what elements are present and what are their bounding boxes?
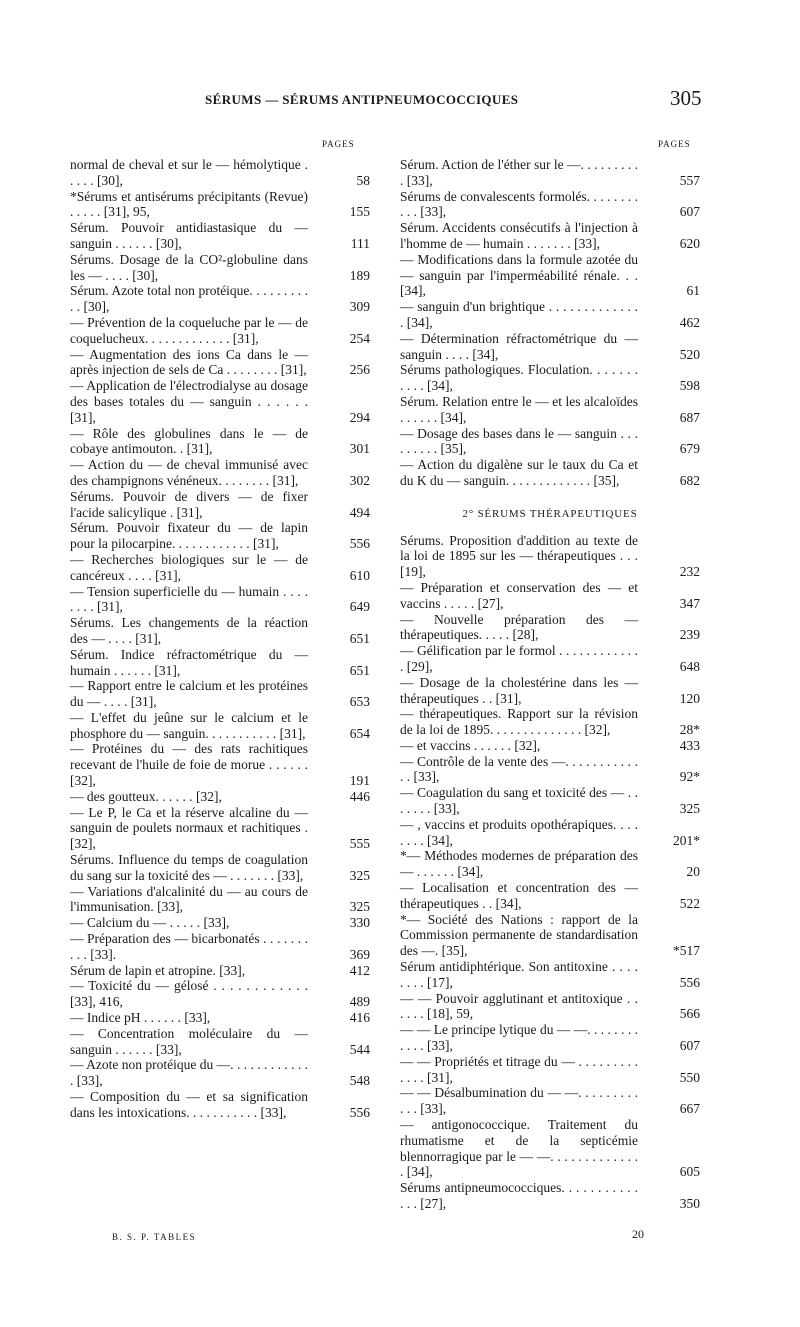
index-entry bbox=[70, 220, 370, 252]
entry-text: — thérapeutiques. Rapport sur la révision de la loi de 1895. . . . . . . . . . . . . . [32], bbox=[400, 706, 638, 738]
index-entry bbox=[70, 978, 370, 1010]
entry-page-number: 416 bbox=[349, 1010, 370, 1026]
entry-text: — Variations d'alcalinité du — au cours de l'immunisation. [33], bbox=[70, 883, 308, 915]
index-entry bbox=[70, 520, 370, 552]
index-entry bbox=[70, 884, 370, 916]
entry-page-number: 651 bbox=[349, 662, 370, 678]
entry-page-number: 548 bbox=[349, 1073, 370, 1089]
entry-page-number: 239 bbox=[679, 627, 700, 643]
entry-text: — Action du digalène sur le taux du Ca et du K du — sanguin. . . . . . . . . . . . . [35], bbox=[400, 457, 638, 488]
entry-page-number: *517 bbox=[673, 943, 700, 959]
index-entry bbox=[70, 789, 370, 805]
right-index-column bbox=[400, 157, 700, 1212]
entry-page-number: 556 bbox=[679, 974, 700, 990]
entry-text: — Prévention de la coqueluche par le — de coquelucheux. . . . . . . . . . . . . [31], bbox=[70, 314, 308, 346]
entry-text: Sérum de lapin et atropine. [33], bbox=[70, 962, 246, 978]
entry-text: — Dosage de la cholestérine dans les — thérapeutiques . . [31], bbox=[400, 674, 638, 706]
entry-page-number: 294 bbox=[349, 409, 370, 425]
entry-page-number: 412 bbox=[349, 962, 370, 978]
index-entry bbox=[70, 931, 370, 963]
entry-page-number: 433 bbox=[679, 737, 700, 753]
entry-page-number: 92* bbox=[679, 769, 700, 785]
index-entry bbox=[70, 615, 370, 647]
index-entry bbox=[70, 852, 370, 884]
running-title: SÉRUMS — SÉRUMS ANTIPNEUMOCOCCIQUES bbox=[205, 92, 519, 107]
entry-text: Sérums. Influence du temps de coagulation du sang sur la toxicité des — . . . . . . . [33], bbox=[70, 852, 308, 883]
entry-text: — Concentration moléculaire du — sanguin . . . . . . [33], bbox=[70, 1025, 308, 1057]
entry-page-number: 325 bbox=[349, 867, 370, 883]
entry-text: Sérums antipneumococciques. . . . . . . . . . . . . . [27], bbox=[400, 1180, 638, 1211]
entry-page-number: 679 bbox=[679, 441, 700, 457]
entry-page-number: 555 bbox=[349, 836, 370, 852]
index-entry bbox=[70, 584, 370, 616]
entry-text: Sérums. Pouvoir de divers — de fixer l'acide salicylique . [31], bbox=[70, 488, 308, 520]
index-entry bbox=[70, 426, 370, 458]
index-entry bbox=[70, 710, 370, 742]
entry-page-number: 550 bbox=[679, 1069, 700, 1085]
entry-page-number: 301 bbox=[349, 441, 370, 457]
entry-text: — Gélification par le formol . . . . . . . . . . . . . [29], bbox=[400, 643, 638, 674]
entry-text: — Indice pH . . . . . . [33], bbox=[70, 1010, 211, 1026]
entry-text: — Application de l'électrodialyse au dosage des bases totales du — sanguin . . . . . . [31], bbox=[70, 378, 308, 425]
right-entries-therapeutic bbox=[400, 533, 700, 1212]
index-entry bbox=[400, 533, 700, 580]
index-entry bbox=[400, 252, 700, 299]
entry-text: — Protéines du — des rats rachitiques recevant de l'huile de foie de morue . . . . . . [32], bbox=[70, 741, 308, 789]
entry-text: — Tension superficielle du — humain . . . . . . . . [31], bbox=[70, 583, 308, 615]
entry-page-number: 648 bbox=[679, 658, 700, 674]
entry-page-number: 191 bbox=[349, 773, 370, 789]
left-index-column bbox=[70, 157, 370, 1121]
entry-text: — — Pouvoir agglutinant et antitoxique . . . . . . [18], 59, bbox=[400, 990, 638, 1022]
entry-page-number: 544 bbox=[349, 1041, 370, 1057]
entry-text: Sérums de convalescents formolés. . . . . . . . . . . [33], bbox=[400, 188, 638, 220]
entry-text: — Rôle des globulines dans le — de cobaye antimouton. . [31], bbox=[70, 425, 308, 457]
entry-text: — Modifications dans la formule azotée du — sanguin par l'imperméabilité rénale. . . [34], bbox=[400, 251, 638, 299]
entry-text: — Préparation des — bicarbonatés . . . . . . . . . . [33]. bbox=[70, 931, 308, 962]
index-entry bbox=[70, 378, 370, 425]
entry-page-number: 462 bbox=[679, 314, 700, 330]
entry-text: Sérums. Les changements de la réaction des — . . . . [31], bbox=[70, 615, 308, 646]
entry-text: — — Désalbumination du — —. . . . . . . . . . . . [33], bbox=[400, 1085, 638, 1117]
index-entry bbox=[400, 1180, 700, 1212]
entry-text: Sérum. Azote total non protéique. . . . . . . . . . . [30], bbox=[70, 283, 308, 315]
entry-page-number: 256 bbox=[349, 362, 370, 378]
entry-page-number: 654 bbox=[349, 725, 370, 741]
index-entry bbox=[400, 1117, 700, 1180]
entry-page-number: 58 bbox=[356, 172, 370, 188]
entry-text: — , vaccins et produits opothérapiques. . . . . . . . [34], bbox=[400, 816, 638, 848]
entry-text: Sérum antidiphtérique. Son antitoxine . . . . . . . . [17], bbox=[400, 959, 638, 990]
entry-page-number: 189 bbox=[349, 267, 370, 283]
entry-text: — Calcium du — . . . . . [33], bbox=[70, 915, 230, 931]
entry-page-number: 489 bbox=[349, 994, 370, 1010]
entry-text: normal de cheval et sur le — hémolytique . . . . . [30], bbox=[70, 157, 308, 188]
entry-text: — L'effet du jeûne sur le calcium et le phosphore du — sanguin. . . . . . . . . . . [31], bbox=[70, 709, 308, 741]
entry-page-number: 653 bbox=[349, 694, 370, 710]
entry-text: Sérums. Proposition d'addition au texte de la loi de 1895 sur les — thérapeutiques . . . [19], bbox=[400, 532, 638, 580]
index-entry bbox=[70, 647, 370, 679]
entry-page-number: 610 bbox=[349, 567, 370, 583]
entry-page-number: 309 bbox=[349, 299, 370, 315]
index-entry bbox=[400, 394, 700, 426]
index-entry bbox=[400, 331, 700, 363]
running-header bbox=[0, 86, 800, 114]
index-entry bbox=[400, 643, 700, 675]
entry-page-number: 667 bbox=[679, 1101, 700, 1117]
index-entry bbox=[70, 678, 370, 710]
entry-text: — Dosage des bases dans le — sanguin . . . . . . . . . [35], bbox=[400, 425, 638, 457]
section-heading-therapeutic-sera: 2° SÉRUMS THÉRAPEUTIQUES bbox=[462, 507, 638, 520]
index-entry bbox=[400, 754, 700, 786]
footer-signature: B. S. P. TABLES bbox=[112, 1232, 197, 1242]
entry-page-number: 687 bbox=[679, 409, 700, 425]
index-entry bbox=[70, 915, 370, 931]
entry-text: — Détermination réfractométrique du — sanguin . . . . [34], bbox=[400, 330, 638, 362]
index-entry bbox=[400, 817, 700, 849]
index-entry bbox=[400, 1085, 700, 1117]
index-entry bbox=[400, 1022, 700, 1054]
index-entry bbox=[70, 552, 370, 584]
index-entry bbox=[400, 738, 700, 754]
index-entry bbox=[70, 189, 370, 221]
right-pages-heading: PAGES bbox=[658, 139, 691, 149]
entry-page-number: 28* bbox=[679, 722, 700, 738]
index-entry bbox=[400, 706, 700, 738]
entry-text: Sérum. Pouvoir antidiastasique du — sanguin . . . . . . [30], bbox=[70, 220, 308, 251]
entry-text: — antigonococcique. Traitement du rhumatisme et de la septicémie blennorragique par le — —. . . . . . . . . . . . . . [34], bbox=[400, 1117, 638, 1180]
entry-text: Sérum. Relation entre le — et les alcaloïdes . . . . . . [34], bbox=[400, 393, 638, 425]
index-entry bbox=[400, 912, 700, 959]
index-entry bbox=[400, 848, 700, 880]
index-entry bbox=[400, 991, 700, 1023]
index-entry bbox=[70, 283, 370, 315]
index-entry bbox=[400, 580, 700, 612]
entry-page-number: 620 bbox=[679, 235, 700, 251]
entry-page-number: 522 bbox=[679, 895, 700, 911]
entry-page-number: 369 bbox=[349, 946, 370, 962]
entry-page-number: 607 bbox=[679, 1038, 700, 1054]
entry-page-number: 605 bbox=[679, 1164, 700, 1180]
entry-page-number: 651 bbox=[349, 630, 370, 646]
index-entry bbox=[400, 880, 700, 912]
entry-text: — Coagulation du sang et toxicité des — . . . . . . . [33], bbox=[400, 785, 638, 817]
index-entry bbox=[400, 1054, 700, 1086]
entry-page-number: 520 bbox=[679, 346, 700, 362]
entry-text: — Contrôle de la vente des —. . . . . . . . . . . . . [33], bbox=[400, 753, 638, 785]
left-pages-heading: PAGES bbox=[322, 139, 355, 149]
entry-text: *— Société des Nations : rapport de la Commission permanente de standardisation des —. [35], bbox=[400, 911, 638, 959]
index-entry bbox=[70, 963, 370, 979]
entry-text: *Sérums et antisérums précipitants (Revue) . . . . . [31], 95, bbox=[70, 188, 308, 220]
entry-page-number: 254 bbox=[349, 330, 370, 346]
index-entry bbox=[70, 1057, 370, 1089]
index-entry bbox=[70, 741, 370, 788]
entry-text: Sérum. Accidents consécutifs à l'injection à l'homme de — humain . . . . . . . [33], bbox=[400, 220, 638, 251]
entry-page-number: 556 bbox=[349, 1104, 370, 1120]
entry-text: Sérum. Pouvoir fixateur du — de lapin pour la pilocarpine. . . . . . . . . . . . [31], bbox=[70, 520, 308, 552]
entry-text: Sérum. Action de l'éther sur le —. . . . . . . . . . [33], bbox=[400, 157, 638, 188]
entry-text: — sanguin d'un brightique . . . . . . . . . . . . . . [34], bbox=[400, 299, 638, 330]
entry-text: Sérums. Dosage de la CO²-globuline dans les — . . . . [30], bbox=[70, 251, 308, 283]
entry-page-number: 607 bbox=[679, 204, 700, 220]
entry-page-number: 494 bbox=[349, 504, 370, 520]
entry-page-number: 446 bbox=[349, 788, 370, 804]
entry-page-number: 598 bbox=[679, 378, 700, 394]
entry-page-number: 61 bbox=[686, 283, 700, 299]
index-entry bbox=[400, 299, 700, 331]
entry-page-number: 155 bbox=[349, 204, 370, 220]
index-entry bbox=[70, 1026, 370, 1058]
entry-text: — — Propriétés et titrage du — . . . . . . . . . . . . . [31], bbox=[400, 1053, 638, 1085]
entry-text: — des goutteux. . . . . . [32], bbox=[70, 788, 222, 804]
entry-text: — Toxicité du — gélosé . . . . . . . . . . . . [33], 416, bbox=[70, 978, 308, 1010]
index-entry bbox=[400, 785, 700, 817]
index-entry bbox=[70, 252, 370, 284]
entry-text: — Recherches biologiques sur le — de cancéreux . . . . [31], bbox=[70, 551, 308, 583]
entry-text: — Action du — de cheval immunisé avec des champignons vénéneux. . . . . . . . [31], bbox=[70, 457, 308, 488]
entry-text: *— Méthodes modernes de préparation des — . . . . . . [34], bbox=[400, 848, 638, 880]
entry-page-number: 330 bbox=[349, 915, 370, 931]
entry-page-number: 566 bbox=[679, 1006, 700, 1022]
page-number: 305 bbox=[670, 86, 702, 110]
entry-text: — Rapport entre le calcium et les protéines du — . . . . [31], bbox=[70, 678, 308, 710]
entry-text: Sérum. Indice réfractométrique du — humain . . . . . . [31], bbox=[70, 646, 308, 678]
index-entry bbox=[400, 189, 700, 221]
index-entry bbox=[400, 220, 700, 252]
index-entry bbox=[70, 1010, 370, 1026]
index-entry bbox=[70, 347, 370, 379]
index-entry bbox=[70, 805, 370, 852]
entry-page-number: 557 bbox=[679, 172, 700, 188]
entry-text: — Le P, le Ca et la réserve alcaline du — sanguin de poulets normaux et rachitiques . [32], bbox=[70, 804, 308, 852]
entry-text: — — Le principe lytique du — —. . . . . . . . . . . . [33], bbox=[400, 1022, 638, 1054]
entry-page-number: 649 bbox=[349, 599, 370, 615]
entry-text: — Préparation et conservation des — et vaccins . . . . . [27], bbox=[400, 579, 638, 611]
entry-page-number: 347 bbox=[679, 595, 700, 611]
index-entry bbox=[400, 457, 700, 489]
entry-text: — Localisation et concentration des — thérapeutiques . . [34], bbox=[400, 880, 638, 911]
entry-text: — Augmentation des ions Ca dans le — après injection de sels de Ca . . . . . . . . [31], bbox=[70, 346, 308, 378]
index-entry bbox=[70, 457, 370, 489]
entry-page-number: 201* bbox=[673, 832, 700, 848]
entry-text: — Nouvelle préparation des — thérapeutiques. . . . . [28], bbox=[400, 611, 638, 643]
entry-page-number: 20 bbox=[686, 864, 700, 880]
right-entries-general bbox=[400, 157, 700, 489]
entry-text: — Composition du — et sa signification dans les intoxications. . . . . . . . . . . [33], bbox=[70, 1089, 308, 1120]
entry-page-number: 302 bbox=[349, 472, 370, 488]
index-entry bbox=[70, 489, 370, 521]
entry-text: Sérums pathologiques. Floculation. . . . . . . . . . . [34], bbox=[400, 362, 638, 394]
entry-text: — et vaccins . . . . . . [32], bbox=[400, 737, 541, 753]
entry-page-number: 111 bbox=[350, 235, 370, 251]
index-entry bbox=[70, 315, 370, 347]
index-entry bbox=[400, 157, 700, 189]
entry-page-number: 350 bbox=[679, 1196, 700, 1211]
footer-sheet-number: 20 bbox=[632, 1227, 644, 1241]
index-entry bbox=[400, 959, 700, 991]
entry-page-number: 682 bbox=[679, 472, 700, 488]
index-entry bbox=[70, 1089, 370, 1121]
index-entry bbox=[400, 675, 700, 707]
entry-page-number: 325 bbox=[349, 899, 370, 915]
index-entry bbox=[400, 426, 700, 458]
entry-page-number: 232 bbox=[679, 564, 700, 580]
index-entry bbox=[400, 362, 700, 394]
entry-page-number: 325 bbox=[679, 801, 700, 817]
entry-page-number: 556 bbox=[349, 536, 370, 552]
index-entry bbox=[400, 612, 700, 644]
index-entry bbox=[70, 157, 370, 189]
entry-page-number: 120 bbox=[679, 690, 700, 706]
entry-text: — Azote non protéique du —. . . . . . . . . . . . . [33], bbox=[70, 1057, 308, 1089]
